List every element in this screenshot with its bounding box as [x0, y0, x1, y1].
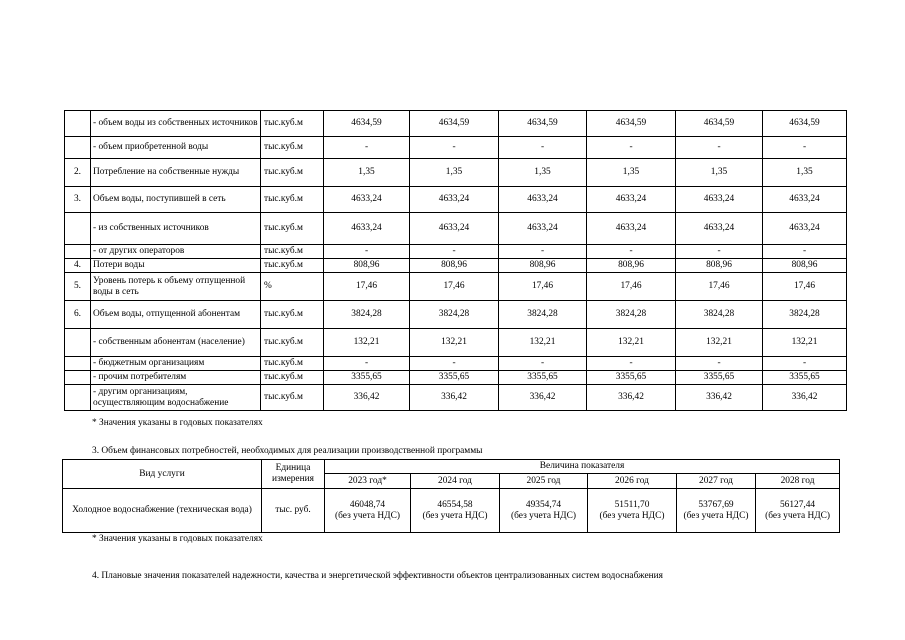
row-number: 6. — [65, 301, 91, 329]
row-value: 808,96 — [587, 259, 676, 273]
row-value: - — [763, 245, 847, 259]
row-value: 17,46 — [676, 273, 763, 301]
row-unit: тыс.куб.м — [261, 245, 324, 259]
row-value: 132,21 — [763, 329, 847, 357]
row-value: 4633,24 — [410, 213, 499, 245]
row-unit: тыс.куб.м — [261, 371, 324, 385]
row-unit: тыс.куб.м — [261, 187, 324, 213]
header-service-type: Вид услуги — [63, 460, 262, 489]
row-value: 3355,65 — [410, 371, 499, 385]
row-number: 5. — [65, 273, 91, 301]
row-value: 1,35 — [410, 159, 499, 187]
financial-value-cell — [500, 489, 588, 533]
row-value: 4633,24 — [676, 187, 763, 213]
row-value: 336,42 — [587, 385, 676, 411]
year-header: 2028 год — [756, 474, 840, 489]
row-value: 1,35 — [763, 159, 847, 187]
row-number — [65, 329, 91, 357]
financial-needs-table — [62, 459, 840, 533]
row-value: - — [410, 357, 499, 371]
row-value: 17,46 — [410, 273, 499, 301]
row-value: 4633,24 — [763, 213, 847, 245]
row-value: 3824,28 — [324, 301, 410, 329]
row-value: 132,21 — [587, 329, 676, 357]
row-number — [65, 371, 91, 385]
row-unit: тыс.куб.м — [261, 329, 324, 357]
row-label: Объем воды, отпущенной абонентам — [91, 301, 261, 329]
row-value: 4633,24 — [324, 187, 410, 213]
row-value: 4633,24 — [410, 187, 499, 213]
row-value: - — [410, 137, 499, 159]
row-value: 1,35 — [499, 159, 587, 187]
row-label: - объем воды из собственных источников — [91, 111, 261, 137]
row-value: 132,21 — [410, 329, 499, 357]
row-number — [65, 111, 91, 137]
row-value: 132,21 — [676, 329, 763, 357]
row-label: Потребление на собственные нужды — [91, 159, 261, 187]
table-row — [65, 357, 847, 371]
row-value: 4634,59 — [676, 111, 763, 137]
row-value: 132,21 — [324, 329, 410, 357]
row-label: - объем приобретенной воды — [91, 137, 261, 159]
vat-note: (без учета НДС) — [683, 510, 749, 521]
service-unit: тыс. руб. — [262, 489, 325, 533]
table-row — [65, 245, 847, 259]
financial-value: 49354,74 — [525, 499, 562, 510]
row-value: 17,46 — [763, 273, 847, 301]
table-row — [65, 111, 847, 137]
row-value: 3355,65 — [324, 371, 410, 385]
year-header: 2025 год — [500, 474, 588, 489]
row-value: 3355,65 — [499, 371, 587, 385]
row-unit: тыс.куб.м — [261, 159, 324, 187]
financial-value: 46048,74 — [349, 499, 386, 510]
row-value: - — [763, 137, 847, 159]
table-row — [65, 329, 847, 357]
financial-value-cell — [411, 489, 500, 533]
row-value: 1,35 — [324, 159, 410, 187]
row-value: 4634,59 — [410, 111, 499, 137]
row-value: 336,42 — [676, 385, 763, 411]
row-value: 3824,28 — [676, 301, 763, 329]
row-number: 4. — [65, 259, 91, 273]
row-value: - — [499, 245, 587, 259]
row-value: 808,96 — [676, 259, 763, 273]
financial-value: 56127,44 — [779, 499, 816, 510]
row-value: - — [587, 357, 676, 371]
row-unit: тыс.куб.м — [261, 385, 324, 411]
row-value: 808,96 — [763, 259, 847, 273]
table-row — [65, 187, 847, 213]
vat-note: (без учета НДС) — [422, 510, 488, 521]
row-label: Уровень потерь к объему отпущенной воды в сеть — [91, 273, 261, 301]
row-number — [65, 385, 91, 411]
financial-value: 53767,69 — [698, 499, 734, 510]
table-row — [65, 137, 847, 159]
row-unit: тыс.куб.м — [261, 259, 324, 273]
financial-value-cell — [325, 489, 411, 533]
row-value: - — [324, 245, 410, 259]
table-row — [65, 385, 847, 411]
vat-note: (без учета НДС) — [511, 510, 576, 521]
row-value: - — [324, 357, 410, 371]
footnote-2: * Значения указаны в годовых показателях — [92, 534, 263, 544]
vat-note: (без учета НДС) — [335, 510, 400, 521]
header-unit: Единица измерения — [262, 460, 325, 489]
table-row — [65, 371, 847, 385]
row-value: 3824,28 — [410, 301, 499, 329]
row-value: - — [676, 137, 763, 159]
year-header: 2023 год* — [325, 474, 411, 489]
header-value: Величина показателя — [325, 460, 840, 474]
row-value: 3355,65 — [587, 371, 676, 385]
row-label: - от других операторов — [91, 245, 261, 259]
financial-value-cell — [677, 489, 756, 533]
row-value: 17,46 — [499, 273, 587, 301]
row-number — [65, 213, 91, 245]
section-3-heading: 3. Объем финансовых потребностей, необходимых для реализации производственной программы — [92, 446, 483, 456]
row-value: 17,46 — [324, 273, 410, 301]
section-4-heading: 4. Плановые значения показателей надежности, качества и энергетической эффективности объектов централизованных систем водоснабжения — [92, 571, 663, 581]
row-value: 4633,24 — [587, 213, 676, 245]
year-header: 2026 год — [588, 474, 677, 489]
vat-note: (без учета НДС) — [599, 510, 665, 521]
row-value: 3824,28 — [499, 301, 587, 329]
row-value: 1,35 — [587, 159, 676, 187]
row-unit: тыс.куб.м — [261, 137, 324, 159]
row-label: - бюджетным организациям — [91, 357, 261, 371]
year-header: 2024 год — [411, 474, 500, 489]
row-value: 3355,65 — [676, 371, 763, 385]
row-value: 336,42 — [499, 385, 587, 411]
row-value: 4633,24 — [587, 187, 676, 213]
row-label: Потери воды — [91, 259, 261, 273]
row-value: - — [410, 245, 499, 259]
table-row — [65, 273, 847, 301]
row-value: - — [587, 245, 676, 259]
row-unit: тыс.куб.м — [261, 301, 324, 329]
row-value: - — [676, 245, 763, 259]
table-row — [65, 159, 847, 187]
row-value: 4633,24 — [499, 187, 587, 213]
table-row — [65, 301, 847, 329]
row-number — [65, 137, 91, 159]
row-value: 4633,24 — [676, 213, 763, 245]
row-value: 1,35 — [676, 159, 763, 187]
row-value: 336,42 — [324, 385, 410, 411]
row-unit: тыс.куб.м — [261, 213, 324, 245]
row-value: 132,21 — [499, 329, 587, 357]
row-value: - — [499, 357, 587, 371]
row-value: 808,96 — [324, 259, 410, 273]
year-header: 2027 год — [677, 474, 756, 489]
table-row — [65, 259, 847, 273]
row-value: 808,96 — [499, 259, 587, 273]
row-value: - — [763, 357, 847, 371]
row-number — [65, 357, 91, 371]
row-value: 4634,59 — [763, 111, 847, 137]
row-label: - из собственных источников — [91, 213, 261, 245]
row-value: 3355,65 — [763, 371, 847, 385]
row-value: 17,46 — [587, 273, 676, 301]
service-name: Холодное водоснабжение (техническая вода) — [63, 489, 262, 533]
row-unit: тыс.куб.м — [261, 357, 324, 371]
row-value: - — [587, 137, 676, 159]
financial-value-cell — [756, 489, 840, 533]
row-unit: тыс.куб.м — [261, 111, 324, 137]
row-unit: % — [261, 273, 324, 301]
row-number: 3. — [65, 187, 91, 213]
row-value: 3824,28 — [587, 301, 676, 329]
row-number: 2. — [65, 159, 91, 187]
row-value: 4633,24 — [499, 213, 587, 245]
table-row — [65, 213, 847, 245]
row-label: - прочим потребителям — [91, 371, 261, 385]
row-value: - — [676, 357, 763, 371]
financial-value: 46554,58 — [437, 499, 473, 510]
row-label: - собственным абонентам (население) — [91, 329, 261, 357]
row-value: 4634,59 — [324, 111, 410, 137]
financial-value-cell — [588, 489, 677, 533]
row-value: - — [324, 137, 410, 159]
row-value: 4634,59 — [587, 111, 676, 137]
vat-note: (без учета НДС) — [765, 510, 830, 521]
row-value: 4633,24 — [763, 187, 847, 213]
row-value: 3824,28 — [763, 301, 847, 329]
row-label: - другим организациям, осуществляющим водоснабжение — [91, 385, 261, 411]
row-value: 336,42 — [763, 385, 847, 411]
row-value: 4633,24 — [324, 213, 410, 245]
footnote-1: * Значения указаны в годовых показателях — [92, 418, 263, 428]
financial-value: 51511,70 — [614, 499, 650, 510]
water-balance-table — [64, 110, 847, 411]
row-value: 808,96 — [410, 259, 499, 273]
row-value: 4634,59 — [499, 111, 587, 137]
row-value: - — [499, 137, 587, 159]
row-number — [65, 245, 91, 259]
row-value: 336,42 — [410, 385, 499, 411]
row-label: Объем воды, поступившей в сеть — [91, 187, 261, 213]
